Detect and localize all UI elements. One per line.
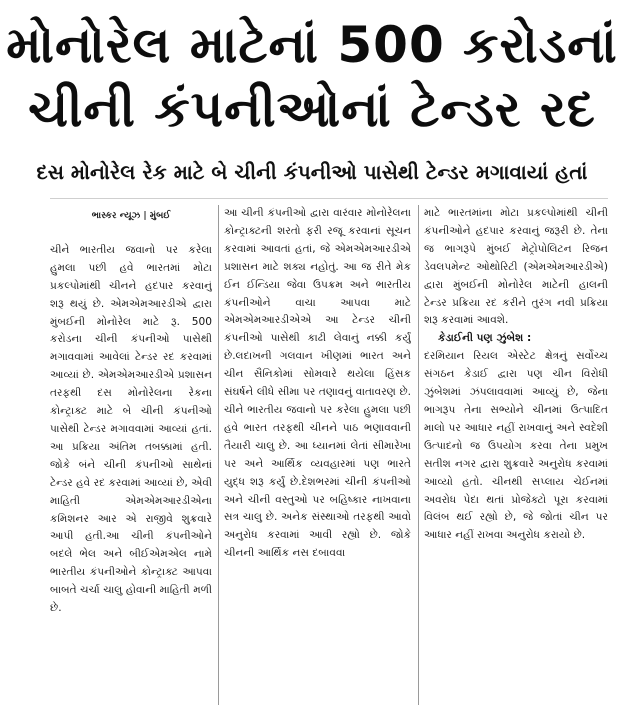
headline-line-1: મોનોરેલ માટેનાં 500 કરોડનાં	[6, 16, 618, 74]
column-3-text-part-2: દરમિયાન રિયલ એસ્ટેટ ક્ષેત્રનું સર્વોચ્ચ સંગઠન કેડાઈ દ્વારા પણ ચીન વિરોધી ઝુંબેશમાં ઝંપલાવવામાં આવ્યું છે, જેના ભાગરૂપ તેના સભ્યોને ચીનમાં ઉત્પાદિત માલો પર આધાર નહીં રાખવાનું અને સ્વદેશી ઉત્પાદનો જ ઉપયોગ કરવા તેના પ્રમુખ સતીશ નગર દ્વારા શુક્રવારે અનુરોધ કરવામાં આવ્યો હતો. ચીનથી સપ્લાય ચેઈનમાં અવરોધ પેદા થતાં પ્રોજેક્ટો પૂરા કરવામાં વિલંબ થઈ રહ્યો છે, જે જોતાં ચીન પર આધાર નહીં રાખવા અનુરોધ કરાયો છે.	[424, 350, 608, 542]
column-divider-1	[218, 205, 219, 705]
headline-line-2: ચીની કંપનીઓનાં ટેન્ડર રદ	[28, 80, 596, 138]
article-column-3	[424, 205, 608, 710]
byline: ભાસ્કર ન્યૂઝ | મુંબઈ	[91, 211, 171, 221]
article-column-1	[50, 208, 212, 713]
article-column-2	[224, 205, 411, 710]
column-3-text-part-1: માટે ભારતમાંના મોટા પ્રકલ્પોમાંથી ચીની કંપનીઓને હદપાર કરવાનું જરૂરી છે. તેના જ ભાગરૂપે મુંબઈ મેટ્રોપોલિટન રિજન ડેવલપમેન્ટ ઓથોરિટી (એમએમઆરડીએ) દ્વારા મુંબઈની મોનોરેલ માટેની હાલની ટેન્ડર પ્રક્રિયા રદ કરીને તુરંગ નવી પ્રક્રિયા શરૂ કરવામાં આવશે.	[424, 207, 608, 327]
subheadline: દસ મોનોરેલ રેક માટે બે ચીની કંપનીઓ પાસેથી ટેન્ડર મગાવાયાં હતાં	[36, 160, 588, 184]
column-1-text: ચીને ભારતીય જવાનો પર કરેલા હુમલા પછી હવે ભારતમાં મોટા પ્રકલ્પોમાંથી ચીનને હદપાર કરવાનું શરૂ થયું છે. એમએમઆરડીએ દ્વારા મુંબઈની મોનોરેલ માટે રૂ. 500 કરોડના ચીની કંપનીઓ પાસેથી મગાવવામાં આવેલાં ટેન્ડર રદ કરવામાં આવ્યાં છે. એમએમઆરડીએ પ્રશાસન તરફથી દસ મોનોરેલના રેકના કોન્ટ્રાક્ટ માટે બે ચીની કંપનીઓ પાસેથી ટેન્ડર મગાવવામાં આવ્યાં હતાં. આ પ્રક્રિયા અંતિમ તબક્કામાં હતી. જોકે બંને ચીની કંપનીઓ સાથેનાં ટેન્ડર હવે રદ કરવામાં આવ્યાં છે, એવી માહિતી એમએમઆરડીએના કમિશનર આર એ રાજીવે શુક્રવારે આપી હતી.આ ચીની કંપનીઓને બદલે ભેલ અને બીઈએમએલ નામે ભારતીય કંપનીઓને કોન્ટ્રાક્ટ આપવા બાબતે ચર્ચા ચાલુ હોવાની માહિતી મળી છે.	[50, 243, 212, 615]
column-3-subtitle: કેડાઈની પણ ઝુંબેશ :	[438, 332, 532, 345]
column-divider-2	[418, 205, 419, 705]
top-divider	[50, 198, 608, 199]
column-2-text: આ ચીની કંપનીઓ દ્વારા વારંવાર મોનોરેલના કોન્ટ્રાક્ટની શરતો ફરી રજૂ કરવાનાં સૂચન કરવામાં આવતાં હતાં, જે એમએમઆરડીએ પ્રશાસન માટે શક્ય નહોતું. આ જ રીતે મેક ઈન ઈન્ડિયા જેવા ઉપક્રમ અને ભારતીય કંપનીઓને વાચા આપવા માટે એમએમઆરડીએએ આ ટેન્ડર ચીની કંપનીઓ પાસેથી કાઢી લેવાનું નક્કી કર્યું છે.લદાખની ગલવાન ખીણમાં ભારત અને ચીન સૈનિકોમાં સોમવારે થયેલા હિંસક સંઘર્ષને લીધે સીમા પર તણાવનું વાતાવરણ છે. ચીને ભારતીય જવાનો પર કરેલા હુમલા પછી હવે ભારત તરફથી ચીનને પાઠ ભણાવવાની તૈયારી ચાલુ છે. આ ધ્યાનમાં લેતાં સીમારેખા પર અને આર્થિક વ્યવહારમાં પણ ભારતે યુદ્ધ શરૂ કર્યું છે.દેશભરમાં ચીની કંપનીઓ અને ચીની વસ્તુઓ પર બહિષ્કાર નાખવાના સત્ર ચાલુ છે. અનેક સંસ્થાઓ તરફથી આવો અનુરોધ કરવામાં આવી રહ્યો છે. જોકે ચીનની આર્થિક નસ દબાવવા	[224, 207, 411, 560]
